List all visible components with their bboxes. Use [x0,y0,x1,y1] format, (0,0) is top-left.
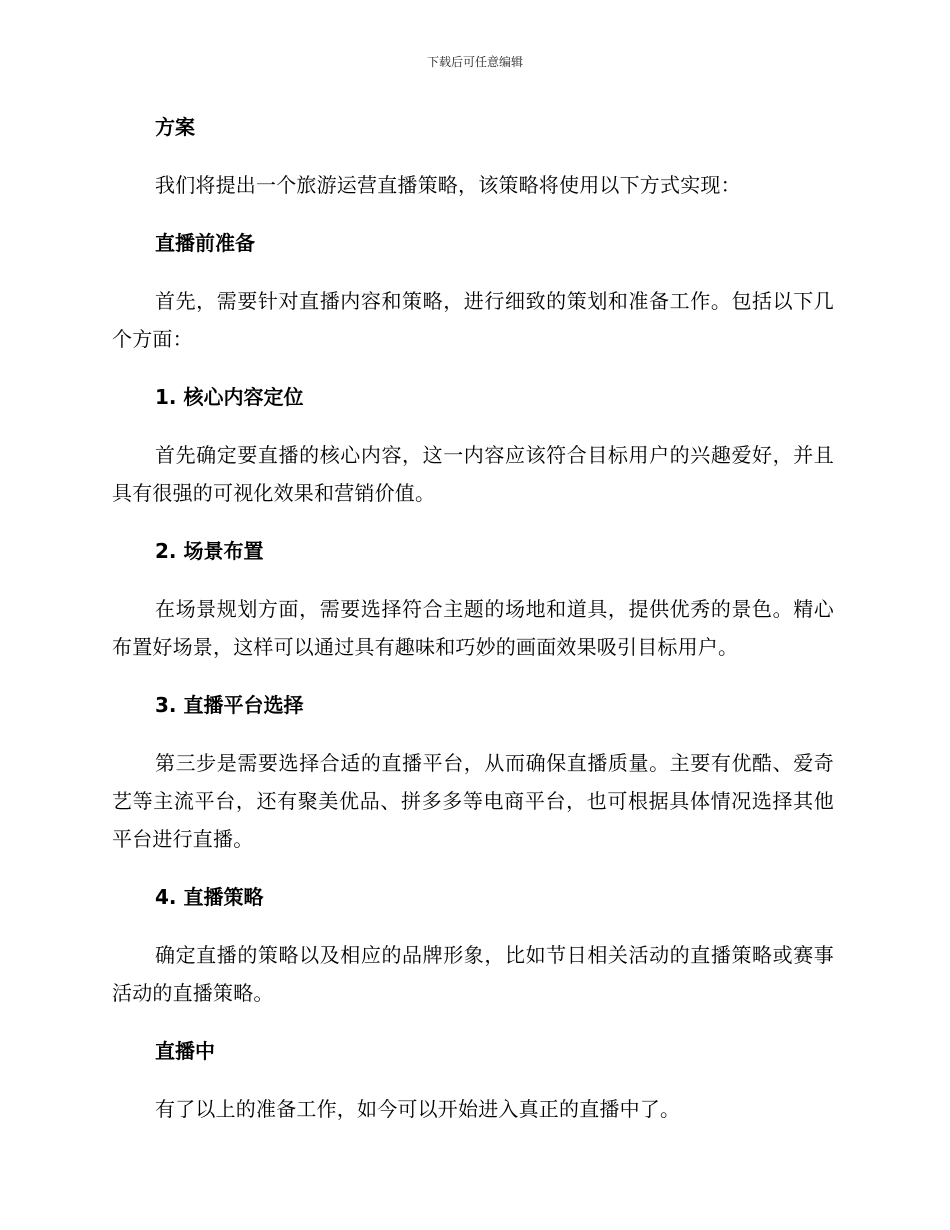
page-header: 下载后可任意编辑 [426,55,523,69]
paragraph-scene-setup: 在场景规划方面，需要选择符合主题的场地和道具，提供优秀的景色。精心布置好场景，这样可以通过具有趣味和巧妙的画面效果吸引目标用户。 [112,597,834,659]
section-heading-plan: 方案 [155,115,195,139]
paragraph-intro: 我们将提出一个旅游运营直播策略，该策略将使用以下方式实现： [155,173,741,197]
paragraph-platform-choice: 第三步是需要选择合适的直播平台，从而确保直播质量。主要有优酷、爱奇艺等主流平台，还有聚美优品、拼多多等电商平台，也可根据具体情况选择其他平台进行直播。 [112,751,834,851]
document-body [112,108,834,1148]
section-heading-pre-live: 直播前准备 [155,231,255,255]
subheading-scene-setup: 2. 场景布置 [155,539,264,563]
paragraph-live-strategy: 确定直播的策略以及相应的品牌形象，比如节日相关活动的直播策略或赛事活动的直播策略。 [112,943,834,1005]
subheading-platform-choice: 3. 直播平台选择 [155,693,304,717]
subheading-live-strategy: 4. 直播策略 [155,885,264,909]
paragraph-core-content: 首先确定要直播的核心内容，这一内容应该符合目标用户的兴趣爱好，并且具有很强的可视化效果和营销价值。 [112,443,834,505]
section-heading-during-live: 直播中 [155,1039,215,1063]
paragraph-during-live: 有了以上的准备工作，如今可以开始进入真正的直播中了。 [155,1097,681,1121]
paragraph-pre-live: 首先，需要针对直播内容和策略，进行细致的策划和准备工作。包括以下几个方面： [112,289,834,351]
subheading-core-content: 1. 核心内容定位 [155,385,304,409]
